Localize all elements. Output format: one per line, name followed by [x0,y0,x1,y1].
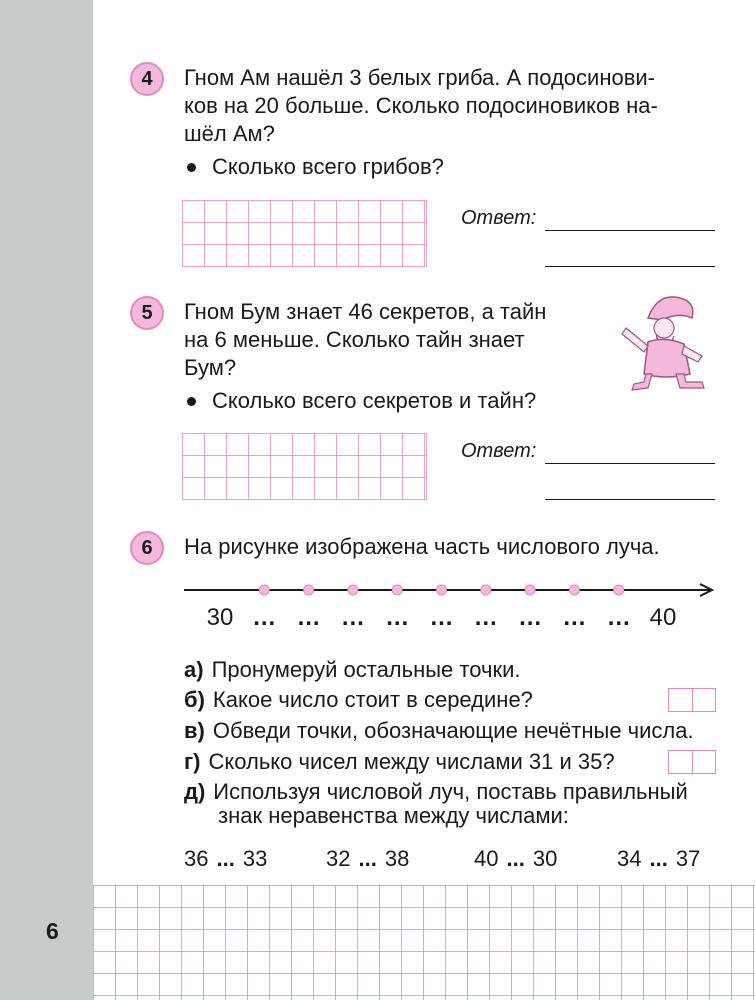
comparison-gap[interactable]: ... [358,846,377,871]
comparison-right: 37 [675,846,701,871]
task-5-answer-line-1[interactable] [545,463,715,464]
ray-point[interactable] [348,585,358,595]
task-4-bullet [187,163,196,172]
task-6-item [184,656,520,684]
item-letter: в) [184,718,205,743]
answer-box-g[interactable] [668,750,716,774]
ray-label: … [429,604,454,631]
bottom-grid[interactable] [93,885,755,1000]
item-text: Пронумеруй остальные точки. [211,657,521,682]
comparison [326,845,409,873]
number-ray [180,578,720,602]
task-5-line-1: Гном Бум знает 46 секретов, а тайн [184,299,547,324]
comparison-right: 38 [384,846,410,871]
task-4-question: Сколько всего грибов? [212,154,444,179]
task-6-item-d-line-2: знак неравенства между числами: [218,803,569,828]
ray-point[interactable] [525,585,535,595]
task-6-intro: На рисунке изображена часть числового луча. [184,534,660,559]
task-4-answer-line-2[interactable] [545,266,715,267]
comparison-gap[interactable]: ... [216,846,235,871]
ray-label: … [385,604,410,631]
comparison [474,845,557,873]
ray-label: … [473,604,498,631]
comparison-left: 34 [617,846,642,871]
ray-point[interactable] [304,585,314,595]
answer-box-b[interactable] [668,688,716,712]
comparison-left: 32 [326,846,351,871]
ray-point[interactable] [437,585,447,595]
ray-point[interactable] [481,585,491,595]
ray-label: 40 [649,604,677,631]
item-letter: д) [184,779,206,804]
task-5-line-3: Бум? [184,355,237,380]
comparison-gap[interactable]: ... [506,846,525,871]
task-5-badge: 5 [130,296,164,330]
ray-point[interactable] [569,585,579,595]
item-letter: а) [184,657,204,682]
page-margin [0,0,93,1000]
task-5-question: Сколько всего секретов и тайн? [212,388,537,413]
task-4-line-2: ков на 20 больше. Сколько подосиновиков на- [184,93,658,118]
task-4-line-3: шёл Ам? [184,121,275,146]
comparison-gap[interactable]: ... [649,846,668,871]
ray-label: … [562,604,587,631]
item-text: Какое число стоит в середине? [212,687,533,712]
task-6-item [184,686,533,714]
task-4-answer-line-1[interactable] [545,230,715,231]
task-4-answer-label: Ответ: [461,207,537,229]
comparison [617,845,700,873]
item-letter: б) [184,687,205,712]
ray-point[interactable] [392,585,402,595]
item-letter: г) [184,749,201,774]
ray-label: … [340,604,365,631]
comparison-right: 33 [242,846,268,871]
comparison-right: 30 [532,846,558,871]
task-6-item [184,717,694,745]
page-number: 6 [46,918,59,944]
task-5-answer-line-2[interactable] [545,499,715,500]
ray-label: 30 [206,604,234,631]
ray-label: … [252,604,277,631]
task-5-line-2: на 6 меньше. Сколько тайн знает [184,327,525,352]
ray-label: … [518,604,543,631]
task-6-item [184,748,615,776]
gnome-illustration [618,288,716,396]
task-4-line-1 [184,64,716,92]
comparison-left: 36 [184,846,209,871]
item-text: Обведи точки, обозначающие нечётные числа. [212,718,694,743]
item-text: Используя числовой луч, поставь правильный [213,779,688,804]
task-4-answer-grid[interactable] [182,200,427,267]
comparison [184,845,267,873]
ray-point[interactable] [614,585,624,595]
ray-label: … [296,604,321,631]
task-6-badge: 6 [130,531,164,565]
task-5-bullet [187,397,196,406]
task-4-badge: 4 [130,62,164,96]
task-4-text-1: Гном Ам нашёл 3 белых гриба. А подосинови- [184,65,656,90]
ray-label: … [606,604,631,631]
item-text: Сколько чисел между числами 31 и 35? [208,749,615,774]
task-5-answer-label: Ответ: [461,440,537,462]
ray-point[interactable] [259,585,269,595]
comparison-left: 40 [474,846,499,871]
task-5-answer-grid[interactable] [182,433,427,500]
